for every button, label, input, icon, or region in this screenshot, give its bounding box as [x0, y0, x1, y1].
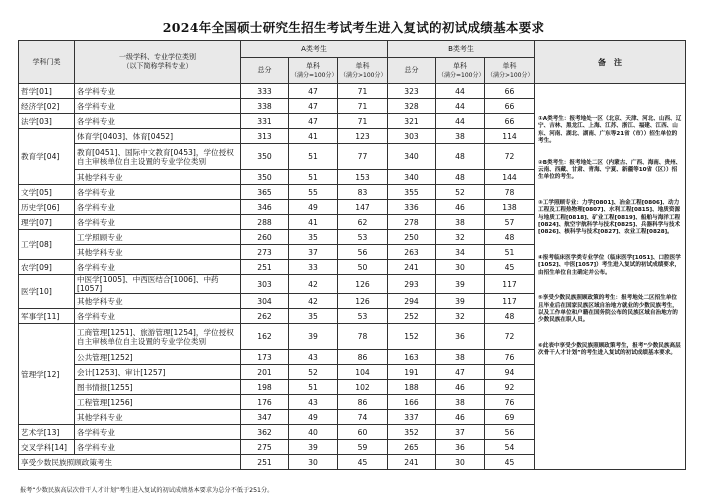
a-total-cell: 251 — [241, 455, 289, 470]
a-single-gt100-cell: 104 — [338, 365, 388, 380]
a-total-cell: 262 — [241, 309, 289, 324]
a-single-100-cell: 47 — [289, 84, 338, 99]
a-total-cell: 201 — [241, 365, 289, 380]
b-total-cell: 241 — [388, 260, 436, 275]
header-a-single-gt100-sub: （满分>100分） — [340, 71, 387, 79]
a-single-gt100-cell: 53 — [338, 230, 388, 245]
header-a-total: 总分 — [241, 58, 289, 84]
discipline-cell: 农学[09] — [19, 260, 75, 275]
b-total-cell: 336 — [388, 200, 436, 215]
header-discipline: 学科门类 — [19, 41, 75, 84]
header-notes: 备 注 — [535, 41, 686, 84]
b-single-100-cell: 39 — [436, 294, 485, 309]
a-single-100-cell: 35 — [289, 230, 338, 245]
discipline-cell: 军事学[11] — [19, 309, 75, 324]
a-single-gt100-cell: 50 — [338, 260, 388, 275]
note-minority: ⑤享受少数民族照顾政策的考生：报考地处二区招生单位且毕业后在国家民族区域自治地方就业的少数民族考生，以及工作单位和户籍在国务院公布的民族区域自治地方的少数民族在职人员。 — [538, 295, 678, 324]
discipline-cell: 哲学[01] — [19, 84, 75, 99]
a-total-cell: 304 — [241, 294, 289, 309]
header-a-single-100 — [289, 58, 338, 84]
major-cell: 各学科专业 — [75, 114, 241, 129]
a-single-gt100-cell: 78 — [338, 324, 388, 350]
header-a-single-100-label: 单科 — [306, 61, 320, 70]
b-single-100-cell: 48 — [436, 144, 485, 170]
b-single-gt100-cell: 114 — [485, 129, 535, 144]
a-total-cell: 162 — [241, 324, 289, 350]
header-row-1 — [19, 41, 686, 58]
major-cell: 各学科专业 — [75, 260, 241, 275]
b-single-100-cell: 47 — [436, 365, 485, 380]
discipline-cell: 工学[08] — [19, 230, 75, 260]
b-single-gt100-cell: 57 — [485, 215, 535, 230]
b-single-gt100-cell: 138 — [485, 200, 535, 215]
a-single-100-cell: 49 — [289, 410, 338, 425]
b-total-cell: 241 — [388, 455, 436, 470]
major-cell: 各学科专业 — [75, 185, 241, 200]
header-major — [75, 41, 241, 84]
b-single-100-cell: 30 — [436, 455, 485, 470]
major-cell: 各学科专业 — [75, 425, 241, 440]
a-total-cell: 333 — [241, 84, 289, 99]
b-single-gt100-cell: 117 — [485, 275, 535, 294]
b-total-cell: 250 — [388, 230, 436, 245]
b-single-gt100-cell: 72 — [485, 144, 535, 170]
b-single-100-cell: 38 — [436, 350, 485, 365]
note-engineering: ③工学照顾专业：力学[0801]、冶金工程[0806]、动力工程及工程热物理[0807]、水利工程[0815]、地质资源与地质工程[0818]、矿业工程[0819]、船舶与海洋工程[0824]、航空宇航科学与技术[0825]、兵器科学与技术[0826]、核科学与技术[0827]、农业工程[0828]。 — [538, 199, 681, 236]
a-single-100-cell: 49 — [289, 200, 338, 215]
b-single-gt100-cell: 144 — [485, 170, 535, 185]
a-single-100-cell: 42 — [289, 294, 338, 309]
discipline-cell: 文学[05] — [19, 185, 75, 200]
major-cell: 各学科专业 — [75, 99, 241, 114]
b-single-gt100-cell: 78 — [485, 185, 535, 200]
b-single-100-cell: 34 — [436, 245, 485, 260]
a-total-cell: 365 — [241, 185, 289, 200]
discipline-cell: 艺术学[13] — [19, 425, 75, 440]
a-single-gt100-cell: 147 — [338, 200, 388, 215]
a-single-100-cell: 43 — [289, 350, 338, 365]
b-single-gt100-cell: 45 — [485, 455, 535, 470]
a-single-gt100-cell: 60 — [338, 425, 388, 440]
b-single-100-cell: 38 — [436, 215, 485, 230]
a-single-100-cell: 43 — [289, 395, 338, 410]
a-total-cell: 346 — [241, 200, 289, 215]
header-a-zone: A类考生 — [241, 41, 388, 58]
footnote: 报考“少数民族高层次骨干人才计划”考生进入复试的初试成绩基本要求为总分不低于251分。 — [20, 487, 274, 494]
b-single-100-cell: 32 — [436, 309, 485, 324]
b-single-gt100-cell: 48 — [485, 230, 535, 245]
a-single-100-cell: 40 — [289, 425, 338, 440]
b-total-cell: 191 — [388, 365, 436, 380]
a-total-cell: 350 — [241, 170, 289, 185]
a-total-cell: 313 — [241, 129, 289, 144]
b-single-gt100-cell: 94 — [485, 365, 535, 380]
a-total-cell: 288 — [241, 215, 289, 230]
b-single-100-cell: 46 — [436, 380, 485, 395]
a-single-gt100-cell: 59 — [338, 440, 388, 455]
discipline-cell: 交叉学科[14] — [19, 440, 75, 455]
header-b-single-gt100 — [485, 58, 535, 84]
b-single-100-cell: 37 — [436, 425, 485, 440]
a-total-cell: 260 — [241, 230, 289, 245]
a-single-100-cell: 39 — [289, 324, 338, 350]
b-single-100-cell: 30 — [436, 260, 485, 275]
header-major-line1: 一级学科、专业学位类别 — [119, 53, 196, 61]
discipline-cell: 管理学[12] — [19, 324, 75, 425]
a-single-100-cell: 30 — [289, 455, 338, 470]
b-single-gt100-cell: 66 — [485, 114, 535, 129]
a-single-100-cell: 37 — [289, 245, 338, 260]
major-cell: 体育学[0403]、体育[0452] — [75, 129, 241, 144]
a-total-cell: 198 — [241, 380, 289, 395]
b-total-cell: 294 — [388, 294, 436, 309]
a-total-cell: 362 — [241, 425, 289, 440]
page-title: 2024年全国硕士研究生招生考试考生进入复试的初试成绩基本要求 — [162, 20, 545, 35]
a-single-100-cell: 41 — [289, 129, 338, 144]
major-cell: 中医学[1005]、中西医结合[1006]、中药[1057] — [75, 275, 241, 294]
b-total-cell: 303 — [388, 129, 436, 144]
major-cell: 工程管理[1256] — [75, 395, 241, 410]
b-single-100-cell: 32 — [436, 230, 485, 245]
a-total-cell: 350 — [241, 144, 289, 170]
a-single-100-cell: 52 — [289, 365, 338, 380]
b-single-gt100-cell: 76 — [485, 350, 535, 365]
header-a-single-gt100-label: 单科 — [355, 61, 370, 70]
a-total-cell: 338 — [241, 99, 289, 114]
a-total-cell: 331 — [241, 114, 289, 129]
b-total-cell: 163 — [388, 350, 436, 365]
a-single-gt100-cell: 86 — [338, 395, 388, 410]
header-b-zone: B类考生 — [388, 41, 535, 58]
header-b-single-gt100-label: 单科 — [502, 61, 517, 70]
b-total-cell: 355 — [388, 185, 436, 200]
b-single-100-cell: 44 — [436, 99, 485, 114]
a-single-100-cell: 55 — [289, 185, 338, 200]
header-a-single-gt100 — [338, 58, 388, 84]
b-total-cell: 321 — [388, 114, 436, 129]
b-single-gt100-cell: 48 — [485, 309, 535, 324]
major-cell: 教育[0451]、国际中文教育[0453]，学位授权自主审核单位自主设置的专业学位类别 — [75, 144, 241, 170]
discipline-cell: 法学[03] — [19, 114, 75, 129]
a-total-cell: 273 — [241, 245, 289, 260]
major-cell: 其他学科专业 — [75, 410, 241, 425]
b-total-cell: 263 — [388, 245, 436, 260]
a-total-cell: 347 — [241, 410, 289, 425]
b-total-cell: 328 — [388, 99, 436, 114]
discipline-cell: 理学[07] — [19, 215, 75, 230]
a-single-gt100-cell: 77 — [338, 144, 388, 170]
major-cell: 各学科专业 — [75, 440, 241, 455]
b-total-cell: 352 — [388, 425, 436, 440]
major-cell: 工商管理[1251]、旅游管理[1254]，学位授权自主审核单位自主设置的专业学位类别 — [75, 324, 241, 350]
a-total-cell: 275 — [241, 440, 289, 455]
score-table — [18, 40, 686, 470]
header-a-single-100-sub: （满分=100分） — [291, 71, 338, 79]
header-b-single-100-label: 单科 — [453, 61, 467, 70]
b-single-100-cell: 36 — [436, 440, 485, 455]
a-total-cell: 251 — [241, 260, 289, 275]
a-single-gt100-cell: 71 — [338, 114, 388, 129]
major-cell: 会计[1253]、审计[1257] — [75, 365, 241, 380]
b-single-gt100-cell: 92 — [485, 380, 535, 395]
a-single-gt100-cell: 126 — [338, 275, 388, 294]
a-single-gt100-cell: 123 — [338, 129, 388, 144]
major-cell: 各学科专业 — [75, 309, 241, 324]
major-cell: 各学科专业 — [75, 200, 241, 215]
b-total-cell: 340 — [388, 144, 436, 170]
header-b-total: 总分 — [388, 58, 436, 84]
b-single-gt100-cell: 76 — [485, 395, 535, 410]
b-single-gt100-cell: 56 — [485, 425, 535, 440]
a-single-gt100-cell: 56 — [338, 245, 388, 260]
a-single-100-cell: 51 — [289, 380, 338, 395]
a-single-gt100-cell: 83 — [338, 185, 388, 200]
b-single-gt100-cell: 72 — [485, 324, 535, 350]
b-single-100-cell: 38 — [436, 129, 485, 144]
a-single-gt100-cell: 102 — [338, 380, 388, 395]
major-cell: 各学科专业 — [75, 84, 241, 99]
a-total-cell: 176 — [241, 395, 289, 410]
b-single-gt100-cell: 69 — [485, 410, 535, 425]
b-single-100-cell: 44 — [436, 114, 485, 129]
note-b-zone: ②B类考生：报考地处二区（内蒙古、广西、海南、贵州、云南、西藏、甘肃、青海、宁夏、新疆等10省（区））招生单位的考生。 — [538, 159, 682, 181]
note-a-zone: ①A类考生：报考地处一区（北京、天津、河北、山西、辽宁、吉林、黑龙江、上海、江苏、浙江、福建、江西、山东、河南、湖北、湖南、广东等21省（市））招生单位的考生。 — [538, 116, 682, 145]
major-cell: 工学照顾专业 — [75, 230, 241, 245]
a-single-100-cell: 42 — [289, 275, 338, 294]
b-total-cell: 293 — [388, 275, 436, 294]
a-single-gt100-cell: 74 — [338, 410, 388, 425]
b-single-gt100-cell: 66 — [485, 99, 535, 114]
major-cell: 其他学科专业 — [75, 245, 241, 260]
major-cell: 公共管理[1252] — [75, 350, 241, 365]
a-total-cell: 173 — [241, 350, 289, 365]
b-total-cell: 166 — [388, 395, 436, 410]
b-total-cell: 337 — [388, 410, 436, 425]
discipline-cell: 历史学[06] — [19, 200, 75, 215]
b-single-gt100-cell: 117 — [485, 294, 535, 309]
minority-row-label: 享受少数民族照顾政策考生 — [19, 455, 241, 470]
b-total-cell: 323 — [388, 84, 436, 99]
b-total-cell: 278 — [388, 215, 436, 230]
b-single-gt100-cell: 51 — [485, 245, 535, 260]
major-cell: 其他学科专业 — [75, 170, 241, 185]
b-single-100-cell: 46 — [436, 200, 485, 215]
b-total-cell: 265 — [388, 440, 436, 455]
header-major-line2: （以下简称学科专业） — [122, 62, 193, 70]
header-b-single-100 — [436, 58, 485, 84]
b-single-100-cell: 52 — [436, 185, 485, 200]
major-cell: 各学科专业 — [75, 215, 241, 230]
b-single-100-cell: 38 — [436, 395, 485, 410]
major-cell: 其他学科专业 — [75, 294, 241, 309]
a-single-gt100-cell: 86 — [338, 350, 388, 365]
a-single-gt100-cell: 53 — [338, 309, 388, 324]
b-total-cell: 252 — [388, 309, 436, 324]
b-single-100-cell: 44 — [436, 84, 485, 99]
note-clinical: ④报考临床医学类专业学位（临床医学[1051]、口腔医学[1052]、中医[1057]）考生进入复试的初试成绩要求，由招生单位自主确定并公布。 — [538, 254, 681, 276]
b-total-cell: 188 — [388, 380, 436, 395]
a-single-gt100-cell: 45 — [338, 455, 388, 470]
b-total-cell: 152 — [388, 324, 436, 350]
a-single-gt100-cell: 62 — [338, 215, 388, 230]
a-single-100-cell: 33 — [289, 260, 338, 275]
b-single-100-cell: 46 — [436, 410, 485, 425]
a-single-gt100-cell: 71 — [338, 99, 388, 114]
b-single-gt100-cell: 54 — [485, 440, 535, 455]
note-minority-plan: ⑥此表中享受少数民族照顾政策考生，报考“少数民族高层次骨干人才计划”的考生进入复试的初试成绩基本要求。 — [538, 342, 681, 357]
a-single-100-cell: 41 — [289, 215, 338, 230]
discipline-cell: 经济学[02] — [19, 99, 75, 114]
a-single-gt100-cell: 71 — [338, 84, 388, 99]
b-single-100-cell: 36 — [436, 324, 485, 350]
a-single-100-cell: 47 — [289, 99, 338, 114]
discipline-cell: 教育学[04] — [19, 129, 75, 185]
b-single-gt100-cell: 45 — [485, 260, 535, 275]
b-single-100-cell: 48 — [436, 170, 485, 185]
header-b-single-gt100-sub: （满分>100分） — [487, 71, 534, 79]
a-total-cell: 303 — [241, 275, 289, 294]
a-single-100-cell: 51 — [289, 170, 338, 185]
major-cell: 图书情报[1255] — [75, 380, 241, 395]
a-single-100-cell: 51 — [289, 144, 338, 170]
a-single-gt100-cell: 126 — [338, 294, 388, 309]
a-single-100-cell: 47 — [289, 114, 338, 129]
b-total-cell: 340 — [388, 170, 436, 185]
a-single-100-cell: 35 — [289, 309, 338, 324]
b-single-100-cell: 39 — [436, 275, 485, 294]
a-single-gt100-cell: 153 — [338, 170, 388, 185]
discipline-cell: 医学[10] — [19, 275, 75, 309]
header-b-single-100-sub: （满分=100分） — [438, 71, 485, 79]
a-single-100-cell: 39 — [289, 440, 338, 455]
b-single-gt100-cell: 66 — [485, 84, 535, 99]
table-row — [19, 84, 686, 99]
notes-cell — [535, 84, 686, 470]
